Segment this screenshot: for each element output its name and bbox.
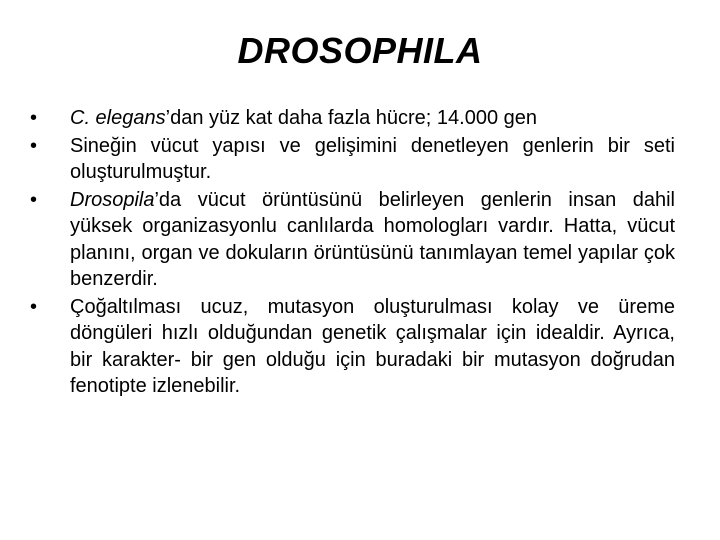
species-name: C. elegans — [70, 107, 166, 129]
bullet-item — [30, 294, 675, 400]
bullet-dot-icon: • — [30, 107, 38, 129]
bullet-dot-icon: • — [30, 295, 38, 318]
bullet-text: Çoğaltılması ucuz, mutasyon oluşturulması kolay ve üreme döngüleri hızlı olduğundan genetik çalışmalar için idealdir. Ayrıca, bir karakter- bir gen olduğu için buradaki bir mutasyon doğrudan fenotipte izlenebilir. — [70, 295, 675, 397]
bullet-text: ’dan yüz kat daha fazla hücre; 14.000 gen — [165, 107, 538, 129]
bullet-dot-icon: • — [30, 134, 38, 157]
bullet-item — [30, 105, 675, 132]
bullet-dot-icon: • — [30, 188, 38, 211]
bullet-list — [30, 105, 675, 401]
bullet-text: ’da vücut örüntüsünü belirleyen genlerin insan dahil yüksek organizasyonlu canlılarda homologları vardır. Hatta, vücut planını, organ ve dokuların örüntüsünü tanımlayan temel yapılar çok benzerdir. — [70, 188, 675, 290]
slide-title: DROSOPHILA — [237, 30, 483, 71]
bullet-item — [30, 133, 675, 186]
species-name: Drosopila — [70, 188, 155, 211]
bullet-item — [30, 187, 675, 293]
bullet-text: Sineğin vücut yapısı ve gelişimini denetleyen genlerin bir seti oluşturulmuştur. — [70, 134, 675, 183]
